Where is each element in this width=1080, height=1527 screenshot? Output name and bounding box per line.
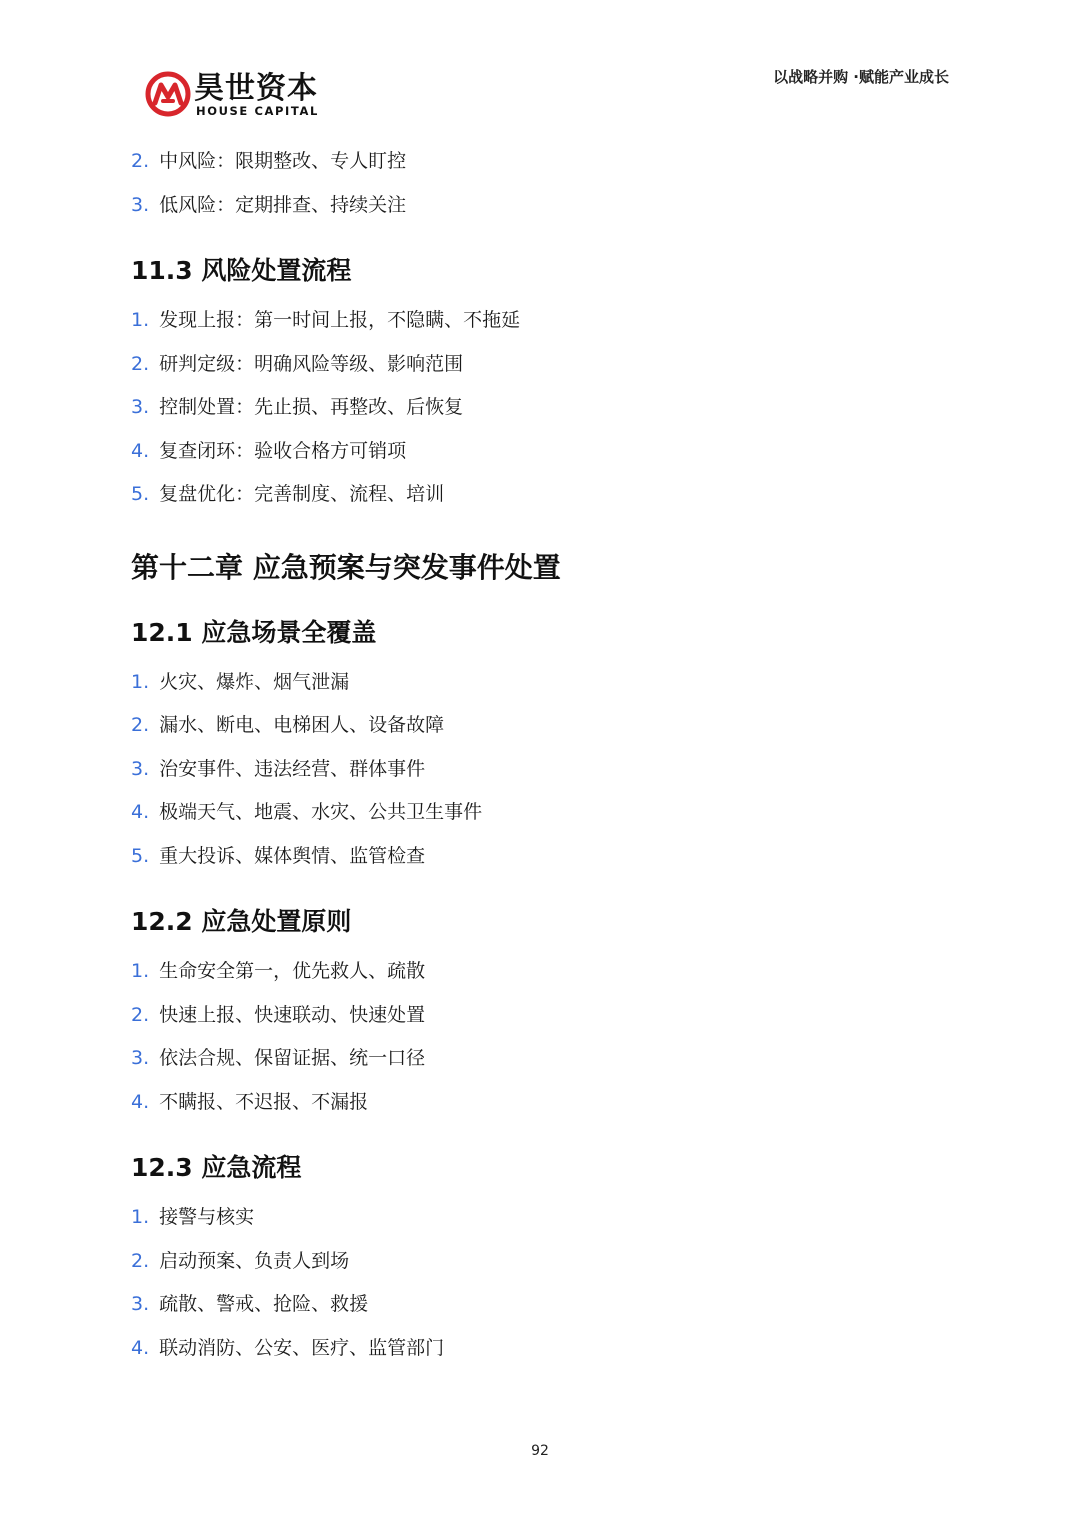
section-heading: 12.2 应急处置原则 (131, 907, 352, 936)
list-item (131, 1196, 951, 1240)
list-item-number: 2. (131, 714, 150, 736)
page-header (0, 0, 1080, 130)
house-capital-logo-icon (144, 70, 192, 118)
page-number: 92 (531, 1443, 549, 1459)
numbered-list (131, 1196, 951, 1370)
list-item (131, 704, 951, 748)
list-item (131, 1037, 951, 1081)
logo-name-cn: 昊世资本 (194, 71, 318, 106)
list-item-text: 接警与核实 (159, 1206, 255, 1228)
list-item-number: 1. (131, 309, 150, 331)
chapter-heading: 第十二章 应急预案与突发事件处置 (131, 550, 561, 584)
numbered-list (131, 661, 951, 879)
list-item-number: 2. (131, 352, 150, 375)
list-item-number: 4. (131, 1336, 150, 1359)
list-item-text: 低风险：定期排查、持续关注 (159, 193, 407, 216)
list-item-text: 生命安全第一，优先救人、疏散 (159, 960, 426, 982)
list-item-number: 3. (131, 1047, 150, 1069)
list-item-text: 疏散、警戒、抢险、救援 (159, 1293, 369, 1315)
list-item-number: 2. (131, 1249, 150, 1272)
list-item-text: 治安事件、违法经营、群体事件 (159, 757, 426, 780)
list-item (131, 994, 951, 1038)
list-item-text: 中风险：限期整改、专人盯控 (159, 150, 407, 172)
list-item-number: 3. (131, 396, 150, 418)
list-item (131, 950, 951, 994)
list-item-text: 复查闭环：验收合格方可销项 (159, 439, 407, 462)
list-item (131, 140, 951, 184)
list-item-number: 5. (131, 483, 150, 505)
list-item-number: 2. (131, 150, 150, 172)
list-item-text: 发现上报：第一时间上报，不隐瞒、不拖延 (159, 309, 521, 331)
numbered-list (131, 140, 951, 227)
list-item-number: 4. (131, 801, 150, 823)
list-item (131, 835, 951, 879)
list-item-number: 2. (131, 1003, 150, 1026)
list-item (131, 343, 951, 387)
page-content (131, 140, 951, 1370)
list-item-number: 3. (131, 193, 150, 216)
header-slogan: 以战略并购 ·赋能产业成长 (773, 68, 949, 86)
section-heading: 12.1 应急场景全覆盖 (131, 617, 377, 647)
list-item-number: 4. (131, 439, 150, 462)
list-item-text: 重大投诉、媒体舆情、监管检查 (159, 844, 426, 867)
list-item-number: 5. (131, 844, 150, 867)
list-item-text: 控制处置：先止损、再整改、后恢复 (159, 396, 464, 418)
list-item-text: 联动消防、公安、医疗、监管部门 (159, 1336, 445, 1359)
list-item (131, 661, 951, 705)
list-item (131, 748, 951, 792)
company-logo (144, 70, 319, 122)
numbered-list (131, 299, 951, 517)
list-item (131, 386, 951, 430)
list-item-number: 3. (131, 1293, 150, 1315)
list-item (131, 299, 951, 343)
logo-name-en: HOUSE CAPITAL (196, 104, 319, 118)
list-item (131, 1240, 951, 1284)
list-item-number: 1. (131, 1206, 150, 1228)
list-item (131, 1283, 951, 1327)
list-item-number: 4. (131, 1090, 150, 1113)
list-item-number: 1. (131, 670, 150, 693)
list-item (131, 1327, 951, 1371)
list-item-text: 漏水、断电、电梯困人、设备故障 (159, 714, 445, 736)
numbered-list (131, 950, 951, 1124)
list-item-text: 研判定级：明确风险等级、影响范围 (159, 352, 464, 375)
list-item-number: 3. (131, 757, 150, 780)
list-item-text: 不瞒报、不迟报、不漏报 (159, 1090, 369, 1113)
list-item-text: 极端天气、地震、水灾、公共卫生事件 (159, 801, 483, 823)
list-item-text: 复盘优化：完善制度、流程、培训 (159, 483, 445, 505)
list-item (131, 791, 951, 835)
section-heading: 11.3 风险处置流程 (131, 256, 352, 285)
list-item-text: 启动预案、负责人到场 (159, 1249, 350, 1272)
list-item-number: 1. (131, 960, 150, 982)
list-item (131, 1081, 951, 1125)
section-heading: 12.3 应急流程 (131, 1153, 302, 1182)
list-item (131, 184, 951, 228)
list-item-text: 依法合规、保留证据、统一口径 (159, 1047, 426, 1069)
list-item-text: 火灾、爆炸、烟气泄漏 (159, 670, 350, 693)
list-item (131, 473, 951, 517)
list-item (131, 430, 951, 474)
list-item-text: 快速上报、快速联动、快速处置 (159, 1003, 426, 1026)
